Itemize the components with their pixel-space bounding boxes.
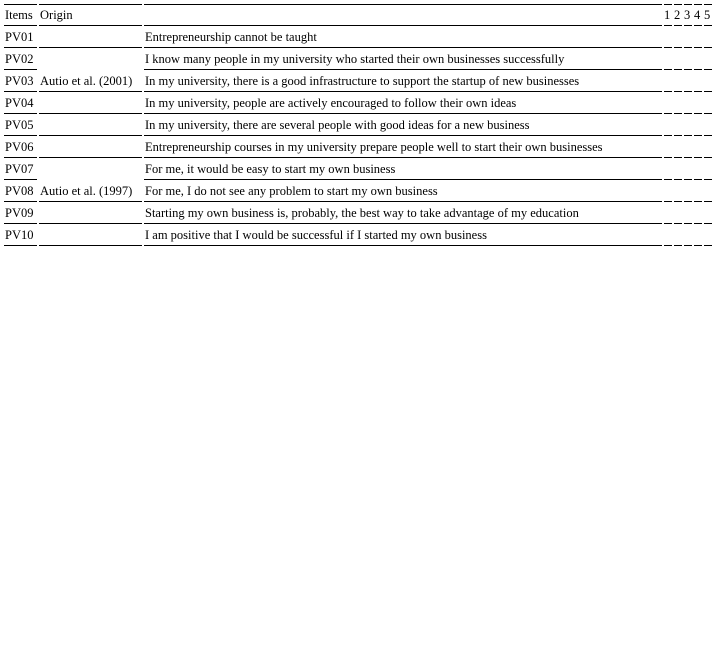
scale-3-cell <box>684 180 692 202</box>
scale-2-cell <box>674 114 682 136</box>
origin-cell <box>39 224 142 246</box>
header-cell-origin <box>39 4 142 26</box>
item-id-cell <box>4 224 37 246</box>
scale-4-cell <box>694 70 702 92</box>
origin-cell <box>39 136 142 158</box>
statement-text: In my university, there is a good infrastructure to support the startup of new businesses <box>145 74 580 88</box>
item-id-cell <box>4 48 37 70</box>
statement-text: For me, I do not see any problem to start my own business <box>145 184 438 198</box>
origin-text: Autio et al. (2001) <box>40 74 133 88</box>
scale-3-cell <box>684 114 692 136</box>
scale-5-cell <box>704 180 712 202</box>
statement-text: Entrepreneurship cannot be taught <box>145 30 317 44</box>
statement-cell <box>144 26 662 48</box>
scale-4-cell <box>694 158 702 180</box>
scale-5-cell <box>704 158 712 180</box>
item-id-text: PV10 <box>5 228 34 242</box>
scale-4-cell <box>694 202 702 224</box>
statement-text: In my university, people are actively encouraged to follow their own ideas <box>145 96 517 110</box>
item-id-cell <box>4 70 37 92</box>
scale-5-cell <box>704 202 712 224</box>
scale-2-cell <box>674 180 682 202</box>
statement-cell <box>144 224 662 246</box>
item-id-cell <box>4 114 37 136</box>
origin-cell <box>39 114 142 136</box>
origin-cell <box>39 70 142 92</box>
scale-2-cell <box>674 224 682 246</box>
header-cell-scale-5 <box>704 4 712 26</box>
scale-2-cell <box>674 48 682 70</box>
origin-cell <box>39 26 142 48</box>
statement-cell <box>144 136 662 158</box>
origin-cell <box>39 48 142 70</box>
scale-3-cell <box>684 202 692 224</box>
item-id-text: PV05 <box>5 118 34 132</box>
scale-4-cell <box>694 114 702 136</box>
statement-text: I am positive that I would be successful if I started my own business <box>145 228 487 242</box>
item-id-text: PV06 <box>5 140 34 154</box>
scale-3-cell <box>684 224 692 246</box>
scale-1-cell <box>664 48 672 70</box>
scale-1-cell <box>664 202 672 224</box>
item-id-text: PV01 <box>5 30 34 44</box>
item-id-cell <box>4 202 37 224</box>
statement-text: I know many people in my university who started their own businesses successfully <box>145 52 565 66</box>
table-header-row <box>4 4 711 26</box>
origin-text <box>39 206 40 220</box>
scale-2-cell <box>674 92 682 114</box>
scale-3-cell <box>684 48 692 70</box>
scale-4-cell <box>694 224 702 246</box>
table-row <box>4 202 708 224</box>
statement-cell <box>144 180 662 202</box>
header-scale-1-label: 1 <box>664 8 671 22</box>
origin-text: Autio et al. (1997) <box>40 184 133 198</box>
header-scale-4-label: 4 <box>694 8 701 22</box>
table-row <box>4 180 708 202</box>
statement-cell <box>144 92 662 114</box>
scale-2-cell <box>674 70 682 92</box>
header-scale-3-label: 3 <box>684 8 691 22</box>
item-id-text: PV04 <box>5 96 34 110</box>
table-row <box>4 70 708 92</box>
scale-3-cell <box>684 70 692 92</box>
item-id-text: PV03 <box>5 74 34 88</box>
scale-2-cell <box>674 26 682 48</box>
origin-text <box>39 52 40 66</box>
scale-5-cell <box>704 136 712 158</box>
header-statement-label <box>144 8 145 22</box>
origin-text <box>39 118 40 132</box>
scale-3-cell <box>684 26 692 48</box>
origin-cell <box>39 180 142 202</box>
scale-5-cell <box>704 48 712 70</box>
scale-1-cell <box>664 224 672 246</box>
table-row <box>4 224 708 246</box>
scale-5-cell <box>704 224 712 246</box>
scale-2-cell <box>674 202 682 224</box>
statement-text: Starting my own business is, probably, the best way to take advantage of my education <box>145 206 579 220</box>
origin-cell <box>39 202 142 224</box>
scale-5-cell <box>704 26 712 48</box>
scale-1-cell <box>664 92 672 114</box>
origin-text <box>39 96 40 110</box>
scale-2-cell <box>674 136 682 158</box>
header-cell-scale-1 <box>664 4 672 26</box>
scale-1-cell <box>664 158 672 180</box>
header-cell-scale-2 <box>674 4 682 26</box>
item-id-text: PV08 <box>5 184 34 198</box>
scale-1-cell <box>664 70 672 92</box>
header-scale-2-label: 2 <box>674 8 681 22</box>
scale-5-cell <box>704 92 712 114</box>
scale-4-cell <box>694 180 702 202</box>
header-cell-statement <box>144 4 662 26</box>
scale-5-cell <box>704 70 712 92</box>
item-id-cell <box>4 92 37 114</box>
statement-cell <box>144 70 662 92</box>
scale-1-cell <box>664 180 672 202</box>
header-items-label: Items <box>5 8 33 22</box>
header-cell-scale-3 <box>684 4 692 26</box>
item-id-text: PV07 <box>5 162 34 176</box>
header-cell-scale-4 <box>694 4 702 26</box>
item-id-text: PV02 <box>5 52 34 66</box>
scale-3-cell <box>684 136 692 158</box>
origin-cell <box>39 92 142 114</box>
item-id-text: PV09 <box>5 206 34 220</box>
scale-3-cell <box>684 158 692 180</box>
item-id-cell <box>4 158 37 180</box>
table-body <box>4 26 708 246</box>
statement-cell <box>144 114 662 136</box>
origin-text <box>39 30 40 44</box>
table-row <box>4 92 708 114</box>
scale-2-cell <box>674 158 682 180</box>
table-row <box>4 26 708 48</box>
item-id-cell <box>4 26 37 48</box>
scale-4-cell <box>694 48 702 70</box>
table-row <box>4 136 708 158</box>
origin-cell <box>39 158 142 180</box>
header-cell-items <box>4 4 37 26</box>
header-origin-label: Origin <box>40 8 73 22</box>
scale-4-cell <box>694 92 702 114</box>
origin-text <box>39 140 40 154</box>
scale-5-cell <box>704 114 712 136</box>
origin-text <box>39 162 40 176</box>
scale-4-cell <box>694 136 702 158</box>
origin-text <box>39 228 40 242</box>
table-row <box>4 158 708 180</box>
statement-text: In my university, there are several people with good ideas for a new business <box>145 118 530 132</box>
statement-text: For me, it would be easy to start my own business <box>145 162 396 176</box>
scale-1-cell <box>664 136 672 158</box>
scale-1-cell <box>664 26 672 48</box>
statement-cell <box>144 48 662 70</box>
statement-text: Entrepreneurship courses in my university prepare people well to start their own businesses <box>145 140 603 154</box>
scale-1-cell <box>664 114 672 136</box>
scale-4-cell <box>694 26 702 48</box>
statement-cell <box>144 158 662 180</box>
item-id-cell <box>4 180 37 202</box>
item-id-cell <box>4 136 37 158</box>
header-scale-5-label: 5 <box>704 8 711 22</box>
table-row <box>4 48 708 70</box>
statement-cell <box>144 202 662 224</box>
table-row <box>4 114 708 136</box>
scale-3-cell <box>684 92 692 114</box>
items-table <box>4 4 711 246</box>
